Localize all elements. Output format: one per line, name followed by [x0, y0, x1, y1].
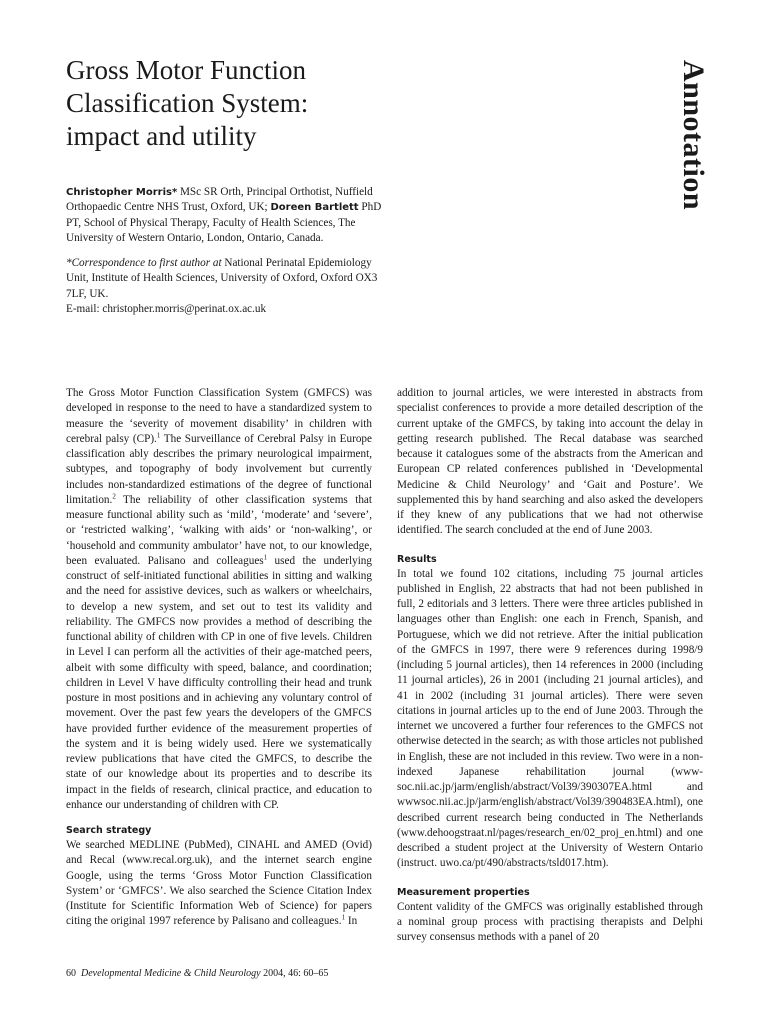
- journal-citation: 2004, 46: 60–65: [263, 968, 329, 979]
- correspondence-label: *Correspondence to first author at: [66, 257, 222, 270]
- column-right: [397, 386, 703, 945]
- article-title: [66, 54, 396, 153]
- author-block: [66, 185, 386, 327]
- section-heading: Results: [397, 553, 437, 565]
- author-details: MSc SR Orth, Principal Orthotist, Nuffield Orthopaedic Centre NHS Trust, Oxford, UK;: [66, 186, 373, 214]
- title-line: Gross Motor Function: [66, 55, 307, 85]
- citation-ref: 1: [263, 553, 268, 562]
- correspondence: [66, 256, 386, 317]
- page-footer: [66, 968, 328, 979]
- search-paragraph: We searched MEDLINE (PubMed), CINAHL and AMED (Ovid) and Recal (www.recal.org.uk), and the internet search engine Google, using the terms ‘Gross Motor Function Classification System’ or ‘GMFCS’. We also searched the Science Citation Index (Institute for Scientific Information Web of Science) for papers citing the original 1997 reference by Palisano and colleagues.$^1$ In: [66, 839, 372, 928]
- author-name: Doreen Bartlett: [270, 202, 359, 214]
- section-heading: Measurement properties: [397, 886, 530, 898]
- section-label: Annotation: [677, 60, 710, 211]
- results-paragraph: In total we found 102 citations, including 75 journal articles published in English, 22 abstracts that had not been published in full, 2 editorials and 3 letters. There were three articles published in languages other than English: one each in French, Spanish, and Portuguese, which we did not retrieve. After the initial publication of the GMFCS in 1997, there were 9 references during 1998/9 (including 5 journal articles), then 14 references in 2000 (including 11 journal articles), 26 in 2001 (including 21 journal articles), and 41 in 2002 (including 31 journal articles). There were seven citations in journal articles up to the end of June 2003. Through the internet we uncovered a further four references to the GMFCS not otherwise detected in the search; as with those articles not published in English, these are not included in this review. Two were in a non-indexed Japanese rehabilitation journal (www-soc.nii.ac.jp/jarm/english/abstract/Vol39/390307EA.html and wwwsoc.nii.ac.jp/jarm/english/abstract/Vol39/390483EA.html), one described current research being conducted in The Netherlands (www.dehoogstraat.nl/pages/research_en/02_proj_en.html) and one described a student project at the University of Western Ontario (instruct. uwo.ca/pt/490/abstracts/tsld017.htm).: [397, 567, 703, 870]
- measurement-paragraph: Content validity of the GMFCS was originally established through a nominal group process with practising therapists and Delphi survey consensus methods with a panel of 20: [397, 900, 703, 943]
- title-line: Classification System:: [66, 88, 309, 118]
- author-name: Christopher Morris*: [66, 187, 178, 198]
- author-details: PhD PT, School of Physical Therapy, Faculty of Health Sciences, The University of Western Ontario, London, Ontario, Canada.: [66, 201, 382, 244]
- search-paragraph-continued: addition to journal articles, we were interested in abstracts from specialist conferences to provide a more detailed description of the current uptake of the GMFCS, by taking into account the delay in getting research published. The Recal database was searched because it catalogues some of the abstracts from the American and European CP related conferences published in ‘Developmental Medicine & Child Neurology’ and ‘Gait and Posture’. We supplemented this by hand searching and also asked the developers if they knew of any publications that we had not otherwise identified. The search concluded at the end of June 2003.: [397, 387, 703, 537]
- page-number: 60: [66, 968, 76, 979]
- citation-ref: 2: [112, 492, 116, 501]
- author-affiliations: [66, 185, 386, 246]
- correspondence-email: E-mail: christopher.morris@perinat.ox.ac.uk: [66, 303, 267, 316]
- citation-ref: 1: [156, 431, 161, 440]
- journal-name: Developmental Medicine & Child Neurology: [81, 968, 261, 979]
- citation-ref: 1: [341, 913, 346, 922]
- intro-paragraph: The Gross Motor Function Classification System (GMFCS) was developed in response to the need to have a standardized system to measure the ‘severity of movement disability’ in children with cerebral palsy (CP).$^1$ The Surveillance of Cerebral Palsy in Europe classification ably describes the primary neurological impairment, subtypes, and topography of body involvement but currently includes non-standardized estimations of the degree of functional limitation.$^2$ The reliability of other classification systems that measure functional ability such as ‘mild’, ‘moderate’ and ‘severe’, or ‘restricted walking’, ‘walking with aids’ or ‘non-walking’, or ‘household and community ambulator’ have not, to our knowledge, been evaluated. Palisano and colleagues$^1$ used the underlying construct of self-initiated functional abilities in sitting and walking and the need for assistive devices, such as walkers or wheelchairs, to develop a new system, and set out to test its validity and reliability. The GMFCS now provides a method of describing the functional ability of children with CP in one of five levels. Children in Level I can perform all the activities of their age-matched peers, albeit with some difficulty with speed, balance, and coordination; children in Level V have difficulty controlling their head and trunk posture in most positions and in achieving any voluntary control of movement. Over the past few years the developers of the GMFCS have provided further evidence of the measurement properties of the system and it is being widely used. Here we systematically review publications that have cited the GMFCS, to describe the state of our knowledge about its properties and to describe its impact in the fields of research, clinical practice, and education to enhance our understanding of children with CP.: [66, 387, 372, 811]
- column-left: [66, 386, 372, 930]
- title-line: impact and utility: [66, 121, 257, 151]
- section-heading: Search strategy: [66, 825, 152, 836]
- correspondence-address: National Perinatal Epidemiology Unit, Institute of Health Sciences, University of Oxford, Oxford OX3 7LF, UK.: [66, 257, 378, 300]
